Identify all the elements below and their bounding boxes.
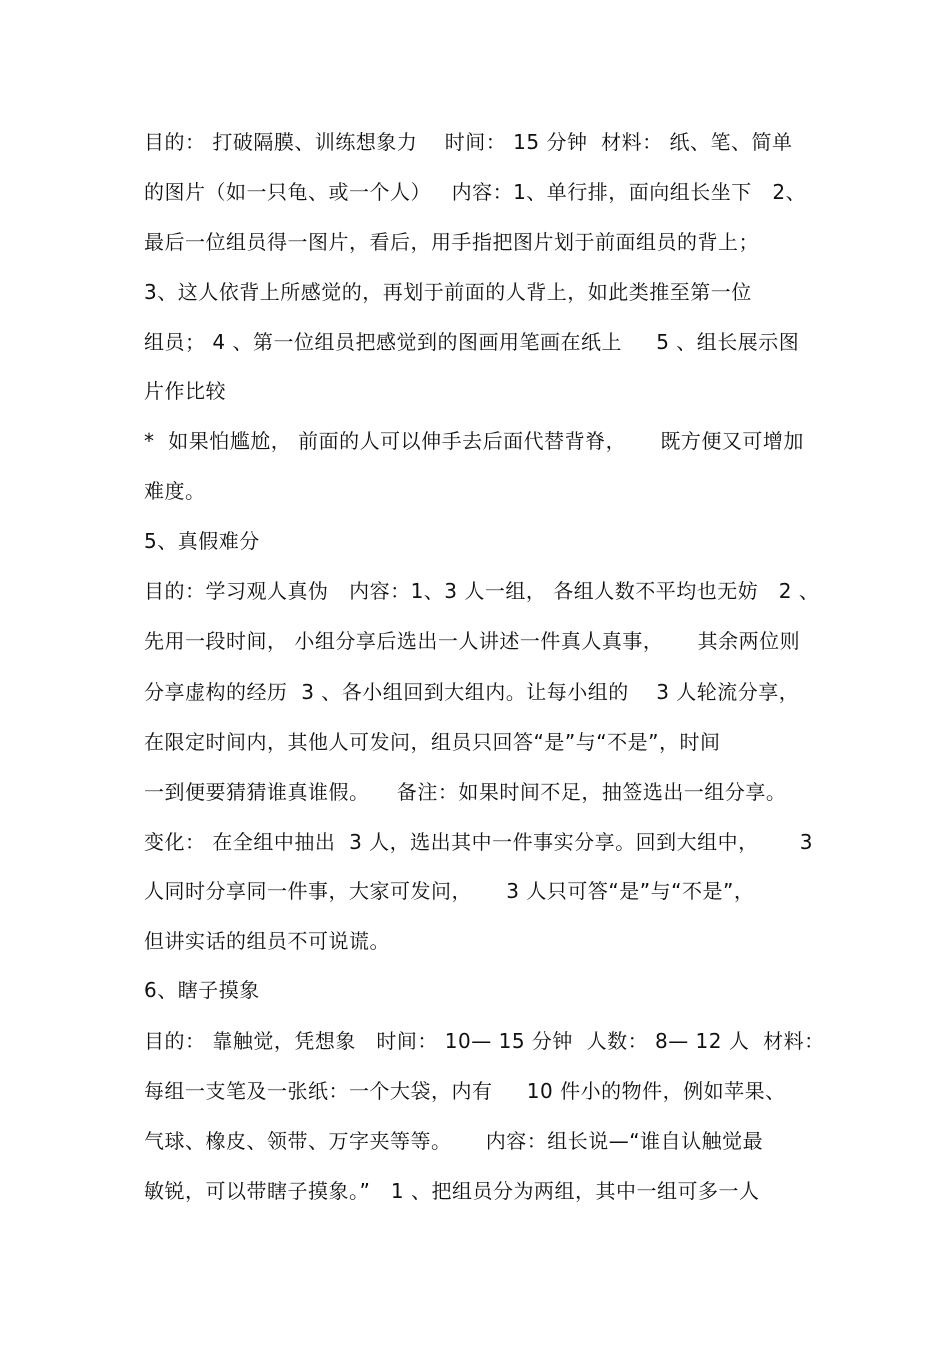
text-line: 难度。 [144, 479, 206, 503]
text-line: 在限定时间内，其他人可发问，组员只回答“是”与“不是”，时间 [144, 730, 721, 754]
text-line: 3、这人依背上所感觉的，再划于前面的人背上，如此类推至第一位 [144, 280, 752, 304]
text-line: 最后一位组员得一图片，看后，用手指把图片划于前面组员的背上； [144, 230, 759, 254]
text-line: 但讲实话的组员不可说谎。 [144, 929, 390, 953]
text-line: 敏锐，可以带瞎子摸象。” 1 、把组员分为两组，其中一组可多一人 [144, 1179, 760, 1203]
text-line: 组员； 4 、第一位组员把感觉到的图画用笔画在纸上 5 、组长展示图 [144, 330, 800, 354]
text-line: 每组一支笔及一张纸：一个大袋，内有 10 件小的物件，例如苹果、 [144, 1079, 786, 1103]
text-line: 片作比较 [144, 379, 226, 403]
text-line: 的图片（如一只龟、或一个人） 内容：1、单行排，面向组长坐下 2、 [144, 180, 807, 204]
text-line: 人同时分享同一件事，大家可发问， 3 人只可答“是”与“不是”， [144, 879, 755, 903]
text-line: * 如果怕尴尬， 前面的人可以伸手去后面代替背脊， 既方便又可增加 [144, 429, 804, 453]
text-line: 变化： 在全组中抽出 3 人，选出其中一件事实分享。回到大组中， 3 [144, 830, 814, 854]
text-line: 目的： 靠触觉，凭想象 时间： 10— 15 分钟 人数： 8— 12 人 材料： [144, 1029, 825, 1053]
section-heading: 6、瞎子摸象 [144, 978, 260, 1002]
section-heading: 5、真假难分 [144, 529, 260, 553]
text-line: 气球、橡皮、领带、万字夹等等。 内容：组长说—“谁自认触觉最 [144, 1129, 764, 1153]
text-line: 分享虚构的经历 3 、各小组回到大组内。让每小组的 3 人轮流分享， [144, 680, 800, 704]
text-line: 目的： 打破隔膜、训练想象力 时间： 15 分钟 材料： 纸、笔、简单 [144, 130, 793, 154]
text-line: 目的：学习观人真伪 内容：1、3 人一组， 各组人数不平均也无妨 2 、 [144, 579, 820, 603]
text-line: 先用一段时间， 小组分享后选出一人讲述一件真人真事， 其余两位则 [144, 629, 801, 653]
text-line: 一到便要猜猜谁真谁假。 备注：如果时间不足，抽签选出一组分享。 [144, 780, 787, 804]
